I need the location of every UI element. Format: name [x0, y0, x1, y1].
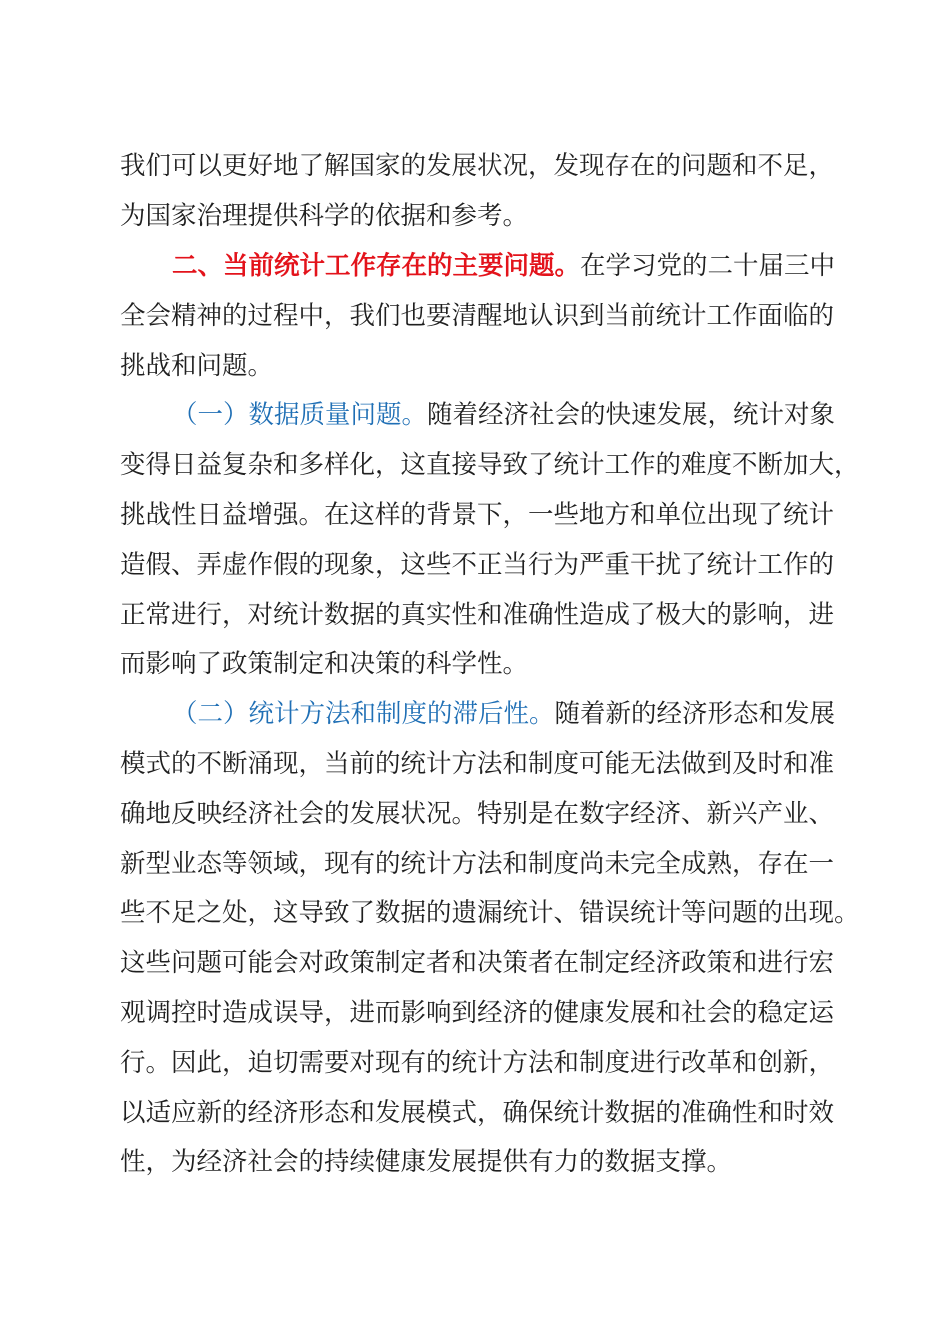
text-line: 确地反映经济社会的发展状况。特别是在数字经济、新兴产业、 — [120, 799, 835, 829]
text-line: 观调控时造成误导，进而影响到经济的健康发展和社会的稳定运 — [120, 998, 835, 1028]
text-line: 新型业态等领域，现有的统计方法和制度尚未完全成熟，存在一 — [120, 849, 835, 879]
subsection-lead-text: 随着新的经济形态和发展 — [554, 699, 836, 729]
text-line: 模式的不断涌现，当前的统计方法和制度可能无法做到及时和准 — [120, 749, 835, 779]
text-line: 而影响了政策制定和决策的科学性。 — [120, 649, 529, 679]
subsection-heading-line — [172, 397, 836, 433]
text-line: 些不足之处，这导致了数据的遗漏统计、错误统计等问题的出现。 — [120, 898, 860, 928]
text-line: 以适应新的经济形态和发展模式，确保统计数据的准确性和时效 — [120, 1098, 835, 1128]
text-line: 变得日益复杂和多样化，这直接导致了统计工作的难度不断加大， — [120, 450, 860, 480]
text-line: 行。因此，迫切需要对现有的统计方法和制度进行改革和创新， — [120, 1048, 835, 1078]
subsection-heading: （一）数据质量问题。 — [172, 400, 428, 430]
text-line: 性，为经济社会的持续健康发展提供有力的数据支撑。 — [120, 1147, 733, 1177]
text-line: 挑战性日益增强。在这样的背景下，一些地方和单位出现了统计 — [120, 500, 835, 530]
text-line: 全会精神的过程中，我们也要清醒地认识到当前统计工作面临的 — [120, 301, 835, 331]
subsection-heading-line — [172, 696, 836, 732]
text-line: 挑战和问题。 — [120, 351, 274, 381]
subsection-heading: （二）统计方法和制度的滞后性。 — [172, 699, 555, 729]
section-lead-text: 在学习党的二十届三中 — [580, 251, 836, 281]
text-line: 造假、弄虚作假的现象，这些不正当行为严重干扰了统计工作的 — [120, 550, 835, 580]
text-line: 这些问题可能会对政策制定者和决策者在制定经济政策和进行宏 — [120, 948, 835, 978]
section-heading: 二、当前统计工作存在的主要问题。 — [172, 251, 581, 281]
text-line: 正常进行，对统计数据的真实性和准确性造成了极大的影响，进 — [120, 600, 835, 630]
text-line: 为国家治理提供科学的依据和参考。 — [120, 201, 529, 231]
subsection-lead-text: 随着经济社会的快速发展，统计对象 — [427, 400, 836, 430]
text-line: 我们可以更好地了解国家的发展状况，发现存在的问题和不足， — [120, 151, 835, 181]
section-heading-line — [172, 248, 836, 284]
